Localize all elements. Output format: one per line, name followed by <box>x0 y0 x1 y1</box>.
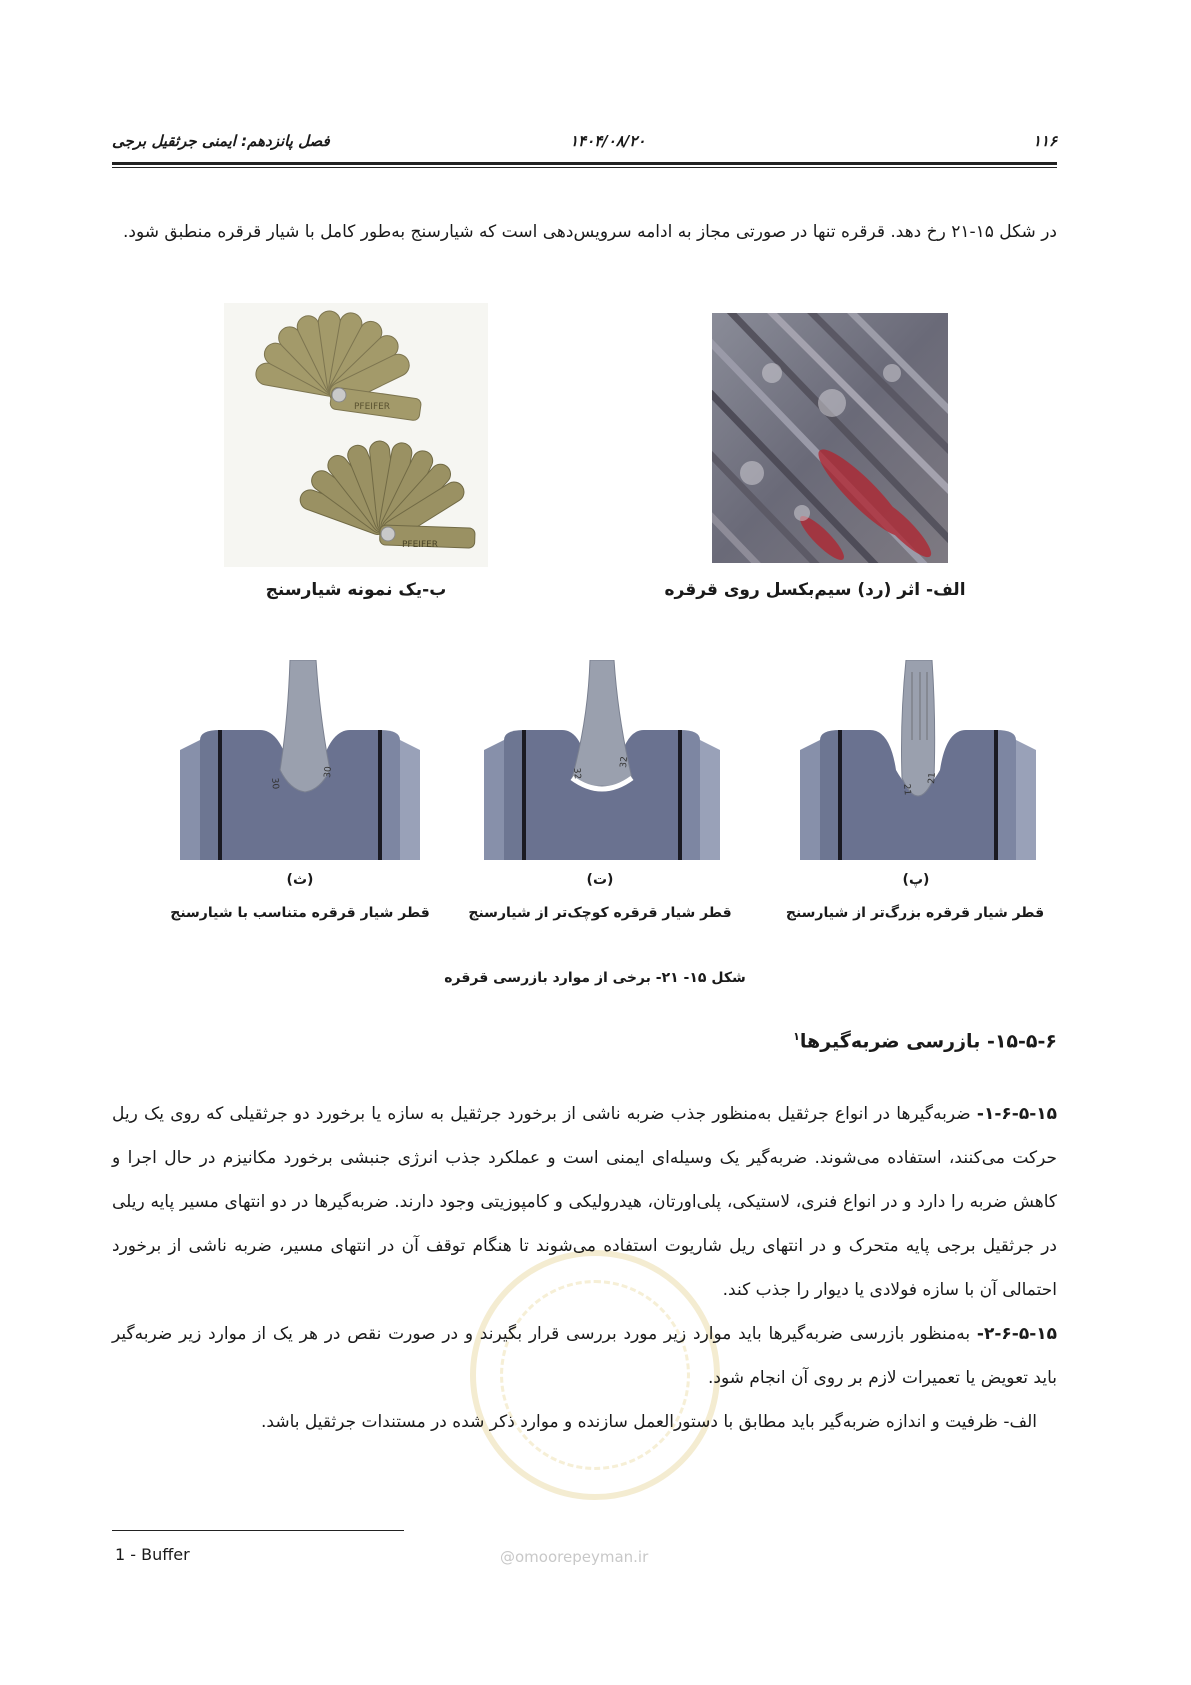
footnote-text: 1 - Buffer <box>115 1545 190 1564</box>
footnote-rule <box>112 1530 404 1531</box>
gauge-mark-right-p: 21 <box>927 771 938 785</box>
panel-caption-smaller: قطر شیار قرقره کوچک‌تر از شیارسنج <box>468 905 732 921</box>
figure-caption: شکل ۱۵- ۲۱- برخی از موارد بازرسی قرقره <box>444 970 746 986</box>
header-rule-thin <box>112 167 1057 168</box>
footnote-marker: ۱ <box>793 1030 800 1043</box>
paragraph-1 <box>112 1092 1057 1312</box>
gauge-mark-left: 30 <box>269 777 280 790</box>
gauge-mark-left-t: 32 <box>571 767 582 780</box>
sheave-diagram-smaller <box>484 660 720 860</box>
paragraph-3: الف- ظرفیت و اندازه ضربه‌گیر باید مطابق با دستورالعمل سازنده و موارد ذکر شده در مستندات جرثقیل باشد. <box>261 1412 1037 1432</box>
gauge-mark-right: 30 <box>323 765 334 779</box>
header-date: ۱۴۰۴/۰۸/۲۰ <box>570 132 646 150</box>
chapter-title: فصل پانزدهم: ایمنی جرثقیل برجی <box>112 132 330 150</box>
gauge-brand-label-2: PFEIFER <box>402 540 439 550</box>
gauge-brand-label: PFEIFER <box>354 402 391 412</box>
intro-paragraph: در شکل ۱۵-۲۱ رخ دهد. قرقره تنها در صورتی مجاز به ادامه سرویس‌دهی است که شیارسنج به‌طور کامل با شیار قرقره منطبق شود. <box>123 222 1057 242</box>
groove-gauge-photo <box>224 303 488 567</box>
gauge-mark-right-t: 32 <box>619 755 630 769</box>
paragraph-1-text: ضربه‌گیرها در انواع جرثقیل به‌منظور جذب ضربه ناشی از برخورد جرثقیل به سازه یا برخورد دو جرثقیلی که روی یک ریل حرکت می‌کنند، استفاده می‌شوند. ضربه‌گیر یک وسیله‌ای ایمنی است و عملکرد جذب انرژی جنبشی برخورد مکانیزم در حال اجرا و کاهش ضربه را دارد و در انواع فنری، لاستیکی، پلی‌اورتان، هیدرولیکی و کامپوزیتی وجود دارند. ضربه‌گیرها در دو انتهای مسیر پایه ریلی در جرثقیل برجی پایه متحرک و در انتهای ریل شاریوت استفاده می‌شوند تا هنگام توقف آن در انتهای مسیر، ضربه ناشی از برخورد احتمالی آن با سازه فولادی یا دیوار را جذب کند. <box>112 1104 1057 1300</box>
panel-letter-th: (ث) <box>286 872 314 888</box>
sheave-diagram-fitting <box>180 660 420 860</box>
header-rule <box>112 162 1057 165</box>
section-heading: ۱۵-۵-۶- بازرسی ضربه‌گیرها$^۱$ <box>793 1030 1057 1053</box>
panel-caption-larger: قطر شیار قرقره بزرگ‌تر از شیارسنج <box>785 905 1045 921</box>
caption-gauge-sample: ب-یک نمونه شیارسنج <box>265 580 447 600</box>
paragraph-2 <box>112 1312 1057 1400</box>
watermark-text: @omoorepeyman.ir <box>500 1548 649 1566</box>
page-number: ۱۱۶ <box>1032 132 1057 150</box>
caption-rope-mark: الف- اثر (رد) سیم‌بکسل روی قرقره <box>664 580 966 600</box>
panel-caption-fitting: قطر شیار قرقره متناسب با شیارسنج <box>170 905 430 921</box>
paragraph-2-text: به‌منظور بازرسی ضربه‌گیرها باید موارد زیر مورد بررسی قرار بگیرند و در صورت نقص در هر یک از موارد زیر ضربه‌گیر باید تعویض یا تعمیرات لازم بر روی آن انجام شود. <box>112 1324 1057 1388</box>
rope-wear-photo <box>712 313 948 563</box>
panel-letter-t: (ت) <box>586 872 614 888</box>
panel-letter-p: (پ) <box>902 872 930 888</box>
paragraph-1-number: ۱-۶-۵-۱۵- <box>976 1104 1057 1124</box>
gauge-mark-left-p: 21 <box>901 783 912 796</box>
paragraph-2-number: ۲-۶-۵-۱۵- <box>976 1324 1057 1344</box>
sheave-diagram-larger <box>800 660 1036 860</box>
